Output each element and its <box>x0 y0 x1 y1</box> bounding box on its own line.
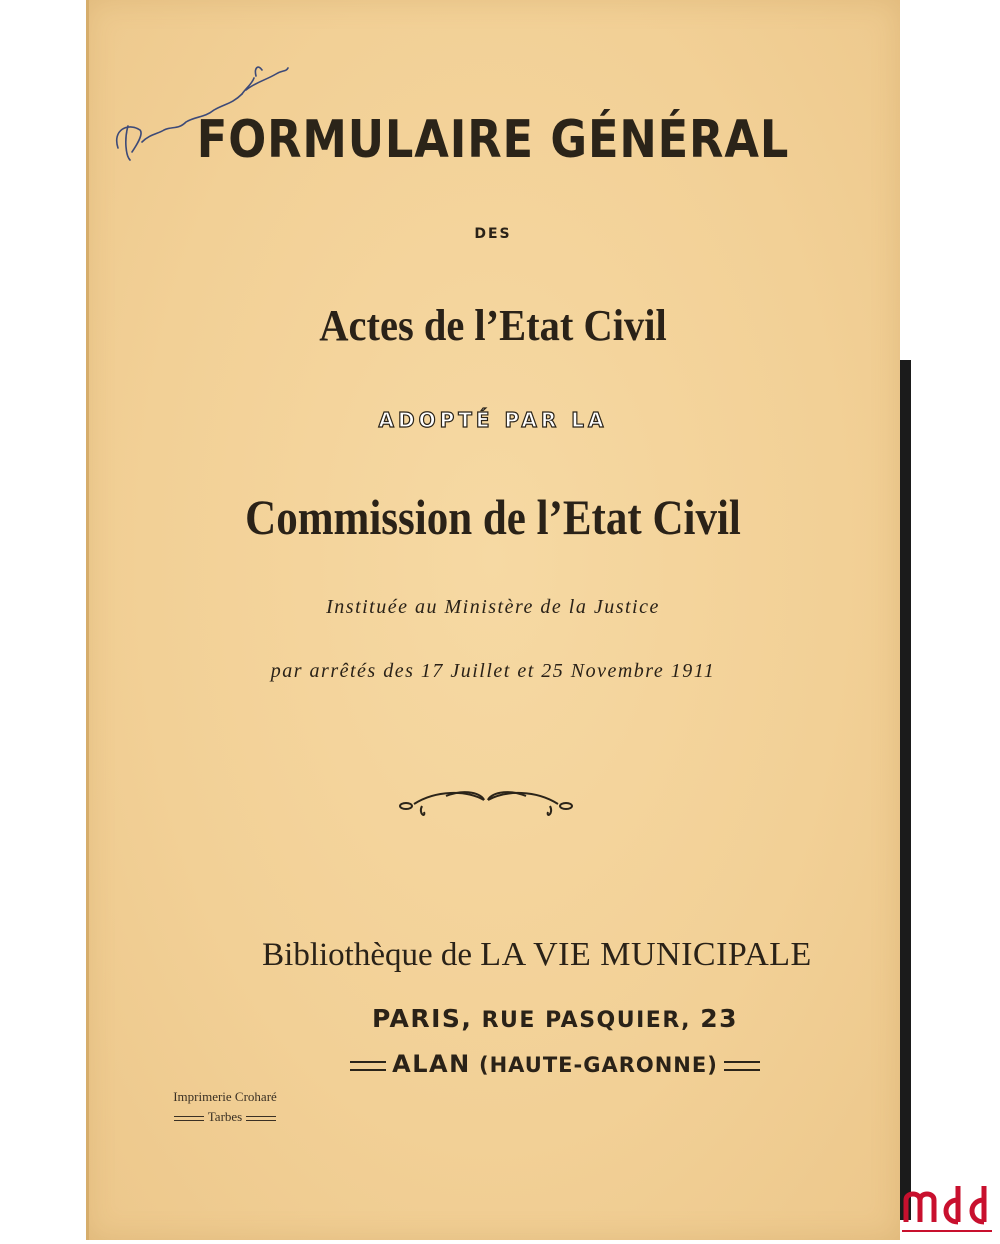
document-arretes: par arrêtés des 17 Juillet et 25 Novembre 1911 <box>270 660 716 682</box>
document-instituee: Instituée au Ministère de la Justice <box>326 596 660 618</box>
small-rule-right <box>246 1116 276 1121</box>
document-des: DES <box>474 226 512 242</box>
page-edge <box>86 0 89 1240</box>
document-subtitle-commission: Commission de l’Etat Civil <box>245 489 741 545</box>
printer-city-line <box>150 1107 300 1127</box>
small-rule-left <box>174 1116 204 1121</box>
ornament-icon <box>396 784 576 828</box>
paris-city: PARIS, <box>371 1004 473 1033</box>
publisher-name: LA VIE MUNICIPALE <box>480 936 812 973</box>
printer-imprint <box>150 1087 300 1127</box>
publisher-line <box>86 936 944 974</box>
alan-city: ALAN <box>392 1050 471 1078</box>
mdd-logo-icon <box>900 1176 996 1240</box>
paris-number: 23 <box>700 1004 739 1033</box>
document-page <box>86 0 900 1240</box>
alan-address-line <box>86 1050 962 1078</box>
printer-name: Imprimerie Croharé <box>173 1089 277 1104</box>
printer-city: Tarbes <box>207 1109 243 1124</box>
paris-street: RUE PASQUIER, <box>481 1008 692 1033</box>
double-rule-left <box>350 1061 386 1071</box>
alan-region: (HAUTE-GARONNE) <box>479 1053 718 1077</box>
document-adopte: ADOPTÉ PAR LA <box>378 408 608 432</box>
double-rule-right <box>724 1061 760 1071</box>
document-title: FORMULAIRE GÉNÉRAL <box>196 110 790 170</box>
paris-address-line <box>86 1004 962 1033</box>
document-subtitle-actes: Actes de l’Etat Civil <box>319 301 667 350</box>
publisher-prefix: Bibliothèque de <box>262 937 481 973</box>
